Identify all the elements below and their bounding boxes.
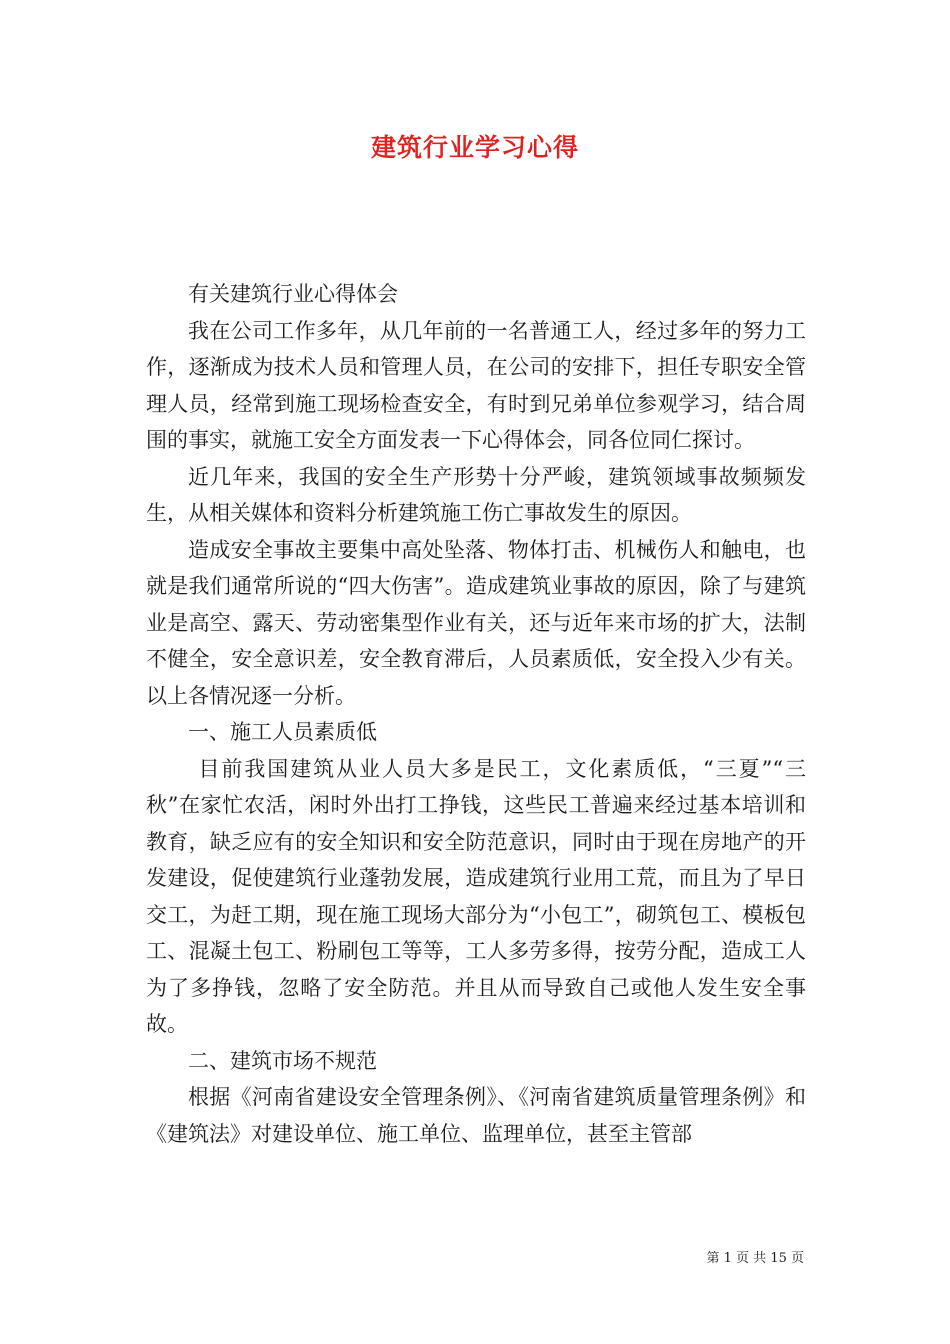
section-heading: 一、施工人员素质低 (188, 720, 377, 744)
paragraph: 造成安全事故主要集中高处坠落、物体打击、机械伤人和触电，也就是我们通常所说的“四大伤害”。造成建筑业事故的原因，除了与建筑业是高空、露天、劳动密集型作业有关，还与近年来市场的扩大，法制不健全，安全意识差，安全教育滞后，人员素质低，安全投入少有关。以上各情况逐一分析。 (146, 537, 806, 708)
page-number: 第 1 页 共 15 页 (706, 1251, 804, 1266)
paragraph: 我在公司工作多年，从几年前的一名普通工人，经过多年的努力工作，逐渐成为技术人员和管理人员，在公司的安排下，担任专职安全管理人员，经常到施工现场检查安全，有时到兄弟单位参观学习，结合周围的事实，就施工安全方面发表一下心得体会，同各位同仁探讨。 (146, 318, 806, 452)
section-heading: 二、建筑市场不规范 (188, 1048, 377, 1073)
paragraph-heading: 有关建筑行业心得体会 (188, 282, 398, 306)
paragraph: 根据《河南省建设安全管理条例》、《河南省建筑质量管理条例》和《建筑法》对建设单位、施工单位、监理单位，甚至主管部 (146, 1085, 806, 1146)
paragraph: 目前我国建筑从业人员大多是民工，文化素质低，“三夏”“三秋”在家忙农活，闲时外出打工挣钱，这些民工普遍来经过基本培训和教育，缺乏应有的安全知识和安全防范意识，同时由于现在房地产的开发建设，促使建筑行业蓬勃发展，造成建筑行业用工荒，而且为了早日交工，为赶工期，现在施工现场大部分为“小包工”，砌筑包工、模板包工、混凝土包工、粉刷包工等等，工人多劳多得，按劳分配，造成工人为了多挣钱，忽略了安全防范。并且从而导致自己或他人发生安全事故。 (146, 756, 806, 1036)
document-body (146, 276, 806, 1152)
paragraph: 近几年来，我国的安全生产形势十分严峻，建筑领域事故频频发生，从相关媒体和资料分析建筑施工伤亡事故发生的原因。 (146, 464, 806, 525)
document-title: 建筑行业学习心得 (370, 133, 579, 162)
